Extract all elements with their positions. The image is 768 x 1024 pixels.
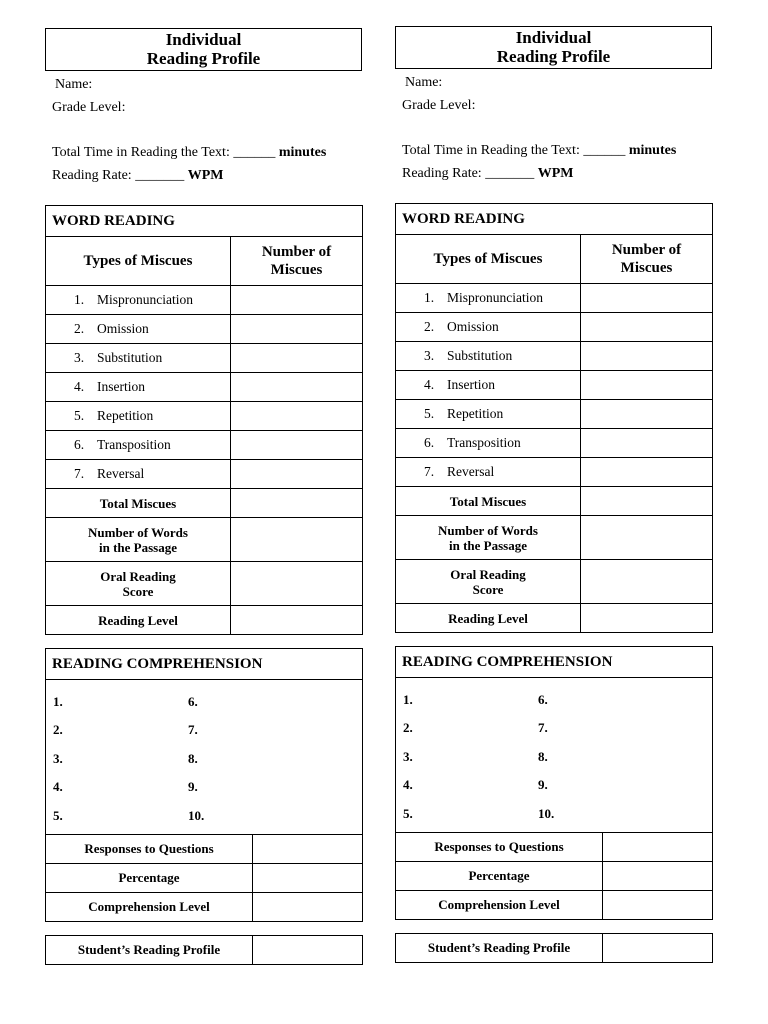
miscue-count-cell[interactable] xyxy=(581,429,713,458)
question-answer-area[interactable] xyxy=(46,680,363,835)
oral-reading-score-label: Oral Reading Score xyxy=(396,560,581,604)
miscue-count-cell[interactable] xyxy=(231,373,363,402)
total-miscues-label: Total Miscues xyxy=(396,487,581,516)
student-profile-cell[interactable] xyxy=(603,934,713,963)
reading-rate-unit: WPM xyxy=(537,166,574,181)
number-of-miscues-header: Number of Miscues xyxy=(581,235,713,284)
total-miscues-cell[interactable] xyxy=(581,487,713,516)
reading-level-label: Reading Level xyxy=(396,604,581,633)
miscue-row-label: 1. Mispronunciation xyxy=(396,284,581,313)
miscue-count-cell[interactable] xyxy=(581,284,713,313)
miscue-row-label: 4. Insertion xyxy=(396,371,581,400)
grade-level-label: Grade Level: xyxy=(402,98,476,113)
card-title xyxy=(395,26,712,69)
miscue-row-label: 7. Reversal xyxy=(396,458,581,487)
card-title xyxy=(45,28,362,71)
miscue-count-cell[interactable] xyxy=(231,286,363,315)
responses-label: Responses to Questions xyxy=(396,833,603,862)
question-numbers-left: 1. 2. 3. 4. 5. xyxy=(53,694,63,823)
reading-rate-line xyxy=(52,168,223,184)
percentage-cell[interactable] xyxy=(253,864,363,893)
reading-comprehension-table xyxy=(395,646,713,920)
title-line-2: Reading Profile xyxy=(146,49,261,68)
student-profile-cell[interactable] xyxy=(253,936,363,965)
miscue-row-label: 5. Repetition xyxy=(396,400,581,429)
question-numbers-right: 6. 7. 8. 9. 10. xyxy=(188,694,205,823)
miscue-count-cell[interactable] xyxy=(581,458,713,487)
reading-time-label: Total Time in Reading the Text: ______ xyxy=(52,145,276,160)
miscue-count-cell[interactable] xyxy=(231,315,363,344)
word-reading-table xyxy=(45,205,363,635)
reading-time-unit: minutes xyxy=(628,143,677,158)
responses-cell[interactable] xyxy=(253,835,363,864)
types-of-miscues-header: Types of Miscues xyxy=(396,235,581,284)
student-profile-label: Student’s Reading Profile xyxy=(396,934,603,963)
comprehension-heading: READING COMPREHENSION xyxy=(396,647,713,678)
miscue-row-label: 4. Insertion xyxy=(46,373,231,402)
word-reading-heading: WORD READING xyxy=(396,204,713,235)
reading-level-cell[interactable] xyxy=(581,604,713,633)
miscue-count-cell[interactable] xyxy=(581,342,713,371)
word-reading-table xyxy=(395,203,713,633)
student-profile-table xyxy=(45,935,363,965)
words-in-passage-cell[interactable] xyxy=(231,518,363,562)
responses-label: Responses to Questions xyxy=(46,835,253,864)
question-numbers-left: 1. 2. 3. 4. 5. xyxy=(403,692,413,821)
percentage-cell[interactable] xyxy=(603,862,713,891)
reading-level-cell[interactable] xyxy=(231,606,363,635)
reading-time-label: Total Time in Reading the Text: ______ xyxy=(402,143,626,158)
miscue-count-cell[interactable] xyxy=(581,371,713,400)
name-label: Name: xyxy=(405,75,443,90)
miscue-row-label: 2. Omission xyxy=(396,313,581,342)
miscue-count-cell[interactable] xyxy=(231,460,363,489)
miscue-row-label: 6. Transposition xyxy=(46,431,231,460)
percentage-label: Percentage xyxy=(46,864,253,893)
total-miscues-label: Total Miscues xyxy=(46,489,231,518)
reading-rate-unit: WPM xyxy=(187,168,224,183)
reading-rate-label: Reading Rate: _______ xyxy=(402,166,535,181)
miscue-count-cell[interactable] xyxy=(231,344,363,373)
miscue-count-cell[interactable] xyxy=(231,402,363,431)
reading-time-line xyxy=(52,145,326,161)
responses-cell[interactable] xyxy=(603,833,713,862)
name-label: Name: xyxy=(55,77,93,92)
miscue-count-cell[interactable] xyxy=(581,400,713,429)
miscue-count-cell[interactable] xyxy=(581,313,713,342)
number-of-miscues-header: Number of Miscues xyxy=(231,237,363,286)
question-answer-area[interactable] xyxy=(396,678,713,833)
reading-time-line xyxy=(402,143,676,159)
title-line-1: Individual xyxy=(515,28,592,47)
grade-level-label: Grade Level: xyxy=(52,100,126,115)
word-reading-heading: WORD READING xyxy=(46,206,363,237)
words-in-passage-label: Number of Words in the Passage xyxy=(46,518,231,562)
title-line-2: Reading Profile xyxy=(496,47,611,66)
comprehension-heading: READING COMPREHENSION xyxy=(46,649,363,680)
percentage-label: Percentage xyxy=(396,862,603,891)
reading-comprehension-table xyxy=(45,648,363,922)
student-profile-label: Student’s Reading Profile xyxy=(46,936,253,965)
words-in-passage-label: Number of Words in the Passage xyxy=(396,516,581,560)
reading-rate-line xyxy=(402,166,573,182)
miscue-row-label: 2. Omission xyxy=(46,315,231,344)
oral-reading-score-cell[interactable] xyxy=(581,560,713,604)
types-of-miscues-header: Types of Miscues xyxy=(46,237,231,286)
title-line-1: Individual xyxy=(165,30,242,49)
miscue-row-label: 6. Transposition xyxy=(396,429,581,458)
total-miscues-cell[interactable] xyxy=(231,489,363,518)
reading-level-label: Reading Level xyxy=(46,606,231,635)
comprehension-level-cell[interactable] xyxy=(603,891,713,920)
miscue-row-label: 3. Substitution xyxy=(46,344,231,373)
oral-reading-score-cell[interactable] xyxy=(231,562,363,606)
reading-time-unit: minutes xyxy=(278,145,327,160)
question-numbers-right: 6. 7. 8. 9. 10. xyxy=(538,692,555,821)
miscue-count-cell[interactable] xyxy=(231,431,363,460)
reading-rate-label: Reading Rate: _______ xyxy=(52,168,185,183)
oral-reading-score-label: Oral Reading Score xyxy=(46,562,231,606)
words-in-passage-cell[interactable] xyxy=(581,516,713,560)
miscue-row-label: 5. Repetition xyxy=(46,402,231,431)
student-profile-table xyxy=(395,933,713,963)
miscue-row-label: 1. Mispronunciation xyxy=(46,286,231,315)
miscue-row-label: 3. Substitution xyxy=(396,342,581,371)
comprehension-level-label: Comprehension Level xyxy=(396,891,603,920)
comprehension-level-label: Comprehension Level xyxy=(46,893,253,922)
miscue-row-label: 7. Reversal xyxy=(46,460,231,489)
comprehension-level-cell[interactable] xyxy=(253,893,363,922)
